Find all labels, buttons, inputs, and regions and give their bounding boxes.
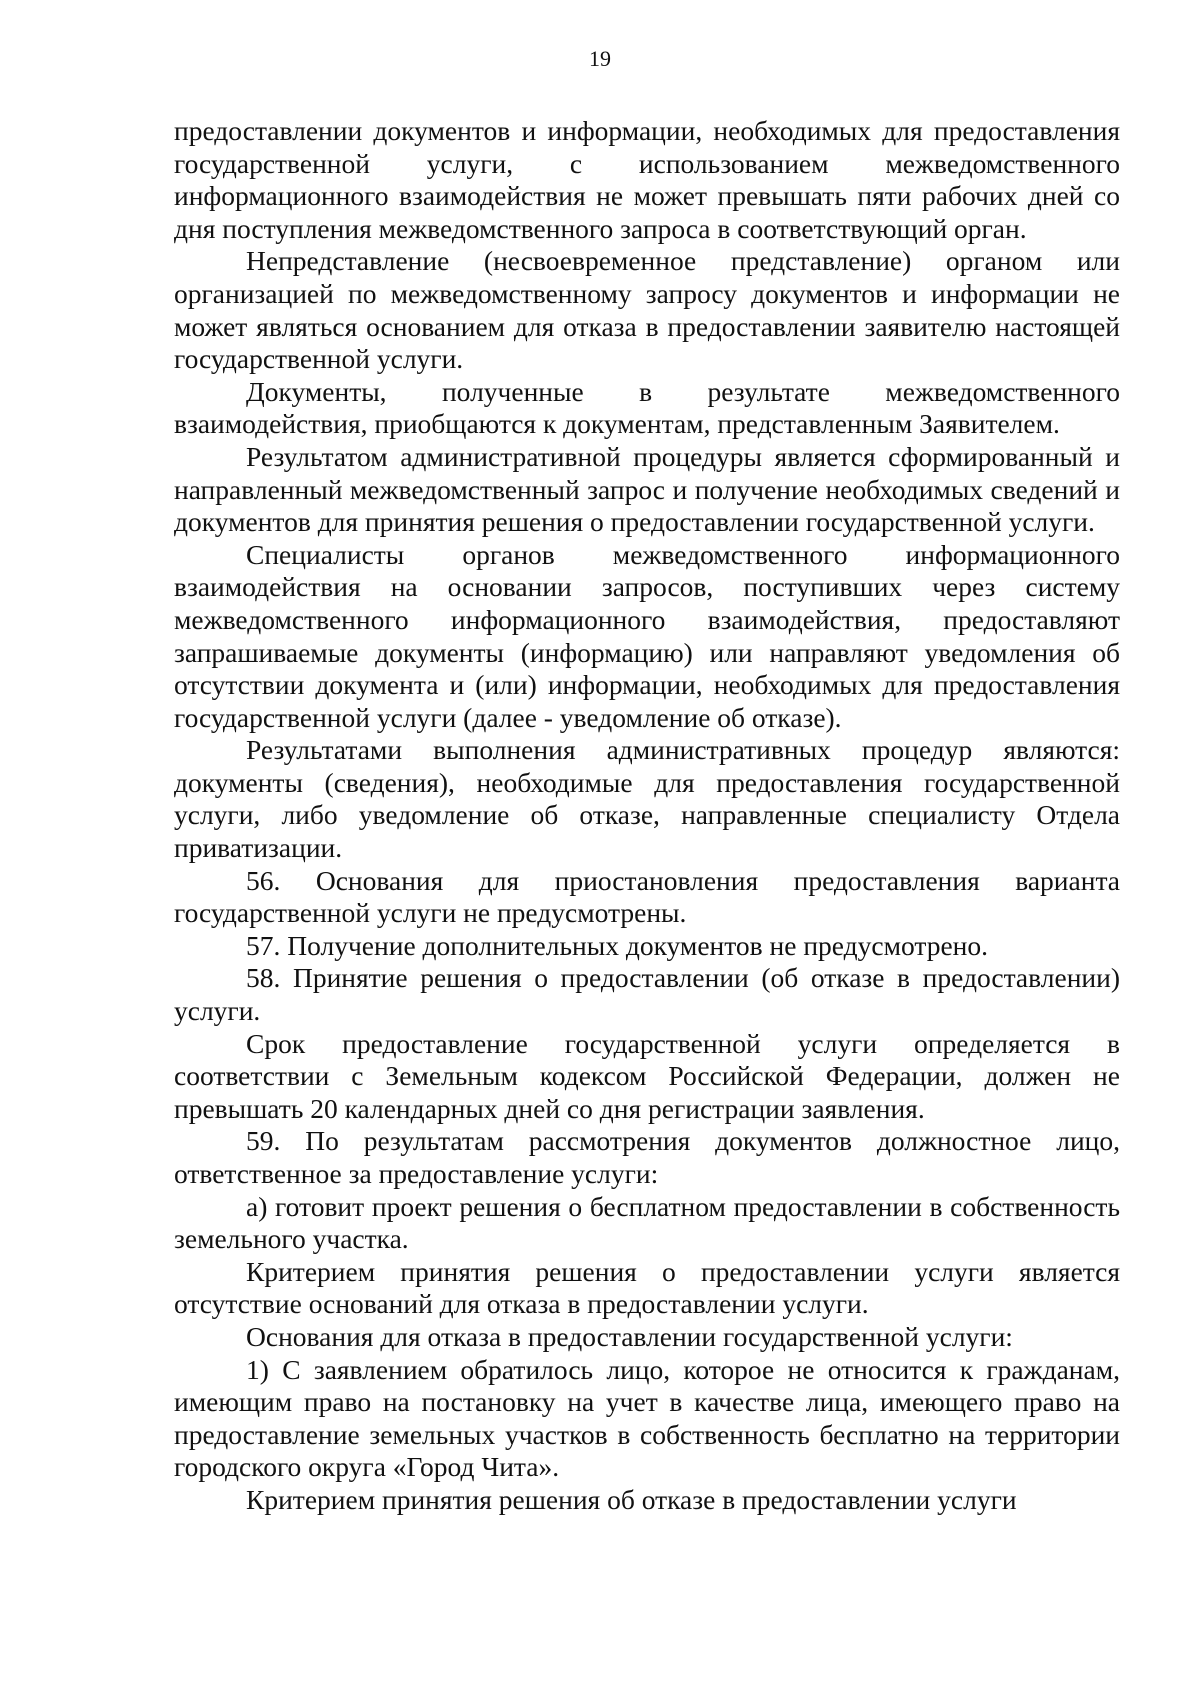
page-number: 19 (589, 46, 611, 71)
document-body (174, 115, 1120, 1517)
paragraph: 59. По результатам рассмотрения документов должностное лицо, ответственное за предоставление услуги: (174, 1125, 1120, 1189)
paragraph: Документы, полученные в результате межведомственного взаимодействия, приобщаются к документам, представленным Заявителем. (174, 375, 1120, 440)
paragraph: Критерием принятия решения о предоставлении услуги является отсутствие оснований для отказа в предоставлении услуги. (174, 1255, 1120, 1320)
paragraph: 1) С заявлением обратилось лицо, которое не относится к гражданам, имеющим право на постановку на учет в качестве лица, имеющего право на предоставление земельных участков в собственность бесплатно на территории городского округа «Город Чита». (174, 1353, 1120, 1483)
paragraph: Результатом административной процедуры является сформированный и направленный межведомственный запрос и получение необходимых сведений и документов для принятия решения о предоставлении государственной услуги. (174, 440, 1120, 538)
paragraph: 57. Получение дополнительных документов не предусмотрено. (246, 929, 989, 961)
paragraph: 56. Основания для приостановления предоставления варианта государственной услуги не предусмотрены. (174, 864, 1120, 929)
paragraph: Основания для отказа в предоставлении государственной услуги: (246, 1320, 1013, 1352)
paragraph: а) готовит проект решения о бесплатном предоставлении в собственность земельного участка. (174, 1190, 1120, 1255)
paragraph: Специалисты органов межведомственного информационного взаимодействия на основании запросов, поступивших через систему межведомственного информационного взаимодействия, предоставляют запрашиваемые документы (информацию) или направляют уведомления об отсутствии документа и (или) информации, необходимых для предоставления государственной услуги (далее - уведомление об отказе). (174, 538, 1120, 733)
paragraph: 58. Принятие решения о предоставлении (об отказе в предоставлении) услуги. (174, 962, 1120, 1027)
paragraph: предоставлении документов и информации, необходимых для предоставления государственной услуги, с использованием межведомственного информационного взаимодействия не может превышать пяти рабочих дней со дня поступления межведомственного запроса в соответствующий орган. (174, 115, 1120, 244)
paragraph: Критерием принятия решения об отказе в предоставлении услуги (246, 1483, 1017, 1515)
paragraph: Результатами выполнения административных процедур являются: документы (сведения), необходимые для предоставления государственной услуги, либо уведомление об отказе, направленные специалисту Отдела приватизации. (174, 734, 1120, 864)
paragraph: Непредставление (несвоевременное представление) органом или организацией по межведомственному запросу документов и информации не может являться основанием для отказа в предоставлении заявителю настоящей государственной услуги. (174, 245, 1120, 375)
paragraph: Срок предоставление государственной услуги определяется в соответствии с Земельным кодексом Российской Федерации, должен не превышать 20 календарных дней со дня регистрации заявления. (174, 1027, 1120, 1124)
